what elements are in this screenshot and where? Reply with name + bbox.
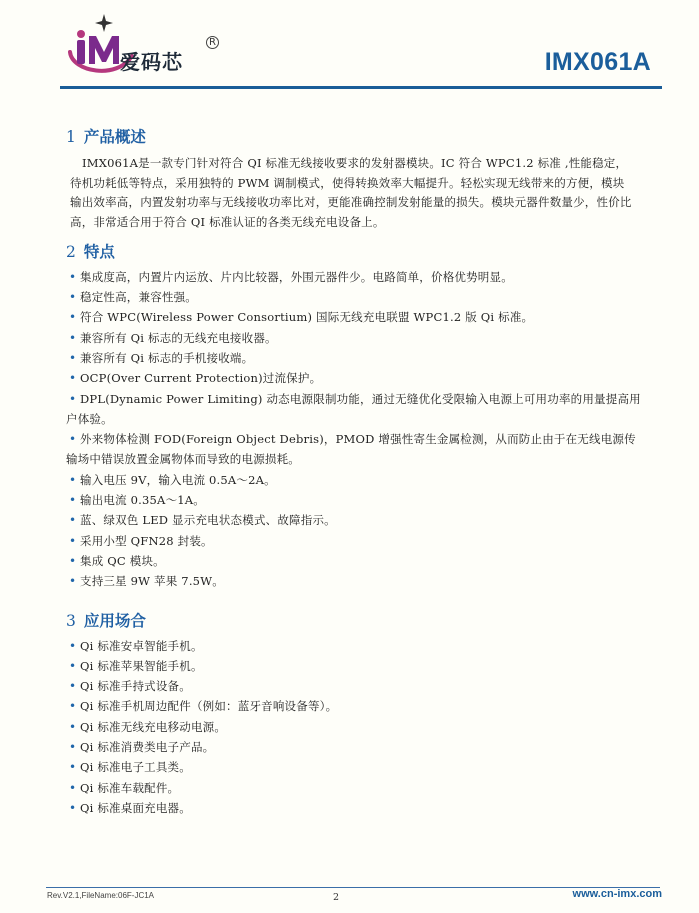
header-divider [60,86,662,89]
applications-list [66,636,646,819]
page-header [0,0,699,95]
list-item: • Qi 标准无线充电移动电源。 [66,717,646,737]
features-list [66,267,646,592]
model-number: IMX061A [544,48,651,76]
list-item: • 稳定性高，兼容性强。 [66,287,646,307]
footer-revision: Rev.V2.1,FileName:06F-JC1A [47,891,154,900]
brand-name: 爱码芯 [120,50,183,74]
website-link[interactable]: www.cn-imx.com [572,888,662,900]
sparkle-icon [95,14,113,32]
list-item: • 集成 QC 模块。 [66,551,646,571]
list-item: • Qi 标准安卓智能手机。 [66,636,646,656]
list-item: • Qi 标准电子工具类。 [66,757,646,777]
list-item: • DPL(Dynamic Power Limiting) 动态电源限制功能，通过无缝优化受限输入电源上可用功率的用量提高用户体验。 [66,389,646,430]
section-title-applications: 3 应用场合 [66,610,146,630]
registered-mark: R [206,36,219,49]
list-item: • 输出电流 0.35A～1A。 [66,490,646,510]
list-item: • 集成度高，内置片内运放、片内比较器，外围元器件少。电路简单，价格优势明显。 [66,267,646,287]
list-item: • Qi 标准车载配件。 [66,778,646,798]
list-item: • Qi 标准苹果智能手机。 [66,656,646,676]
list-item: • 支持三星 9W 苹果 7.5W。 [66,571,646,591]
page-number: 2 [333,892,340,903]
section-title-features: 2 特点 [66,241,115,261]
list-item: • 采用小型 QFN28 封装。 [66,531,646,551]
list-item: • 外来物体检测 FOD(Foreign Object Debris)，PMOD 增强性寄生金属检测，从而防止由于在无线电源传输场中错误放置金属物体而导致的电源损耗。 [66,429,646,470]
section-title-overview: 1 产品概述 [66,127,146,146]
list-item: • 兼容所有 Qi 标志的无线充电接收器。 [66,328,646,348]
list-item: • 蓝、绿双色 LED 显示充电状态模式、故障指示。 [66,510,646,530]
list-item: • 输入电压 9V，输入电流 0.5A～2A。 [66,470,646,490]
list-item: • 符合 WPC(Wireless Power Consortium) 国际无线充电联盟 WPC1.2 版 Qi 标准。 [66,307,646,327]
list-item: • Qi 标准手机周边配件（例如：蓝牙音响设备等）。 [66,696,646,716]
list-item: • 兼容所有 Qi 标志的手机接收端。 [66,348,646,368]
list-item: • Qi 标准手持式设备。 [66,676,646,696]
list-item: • OCP(Over Current Protection)过流保护。 [66,368,646,388]
list-item: • Qi 标准桌面充电器。 [66,798,646,818]
overview-paragraph: IMX061A是一款专门针对符合 QI 标准无线接收要求的发射器模块。IC 符合 WPC1.2 标准 ,性能稳定，待机功耗低等特点，采用独特的 PWM 调制模式，使得转换效率大幅提升。轻松实现无线带来的方便，模块输出效率高，内置发射功率与无线接收功率比对，更能准确控制发射能量的损失。模块元器件数量少，性价比高，非常适合用于符合 QI 标准认证的各类无线充电设备上。 [70,156,632,230]
document-body [66,126,646,818]
logo-m-letter [89,36,119,64]
footer-divider [46,887,660,888]
list-item: • Qi 标准消费类电子产品。 [66,737,646,757]
